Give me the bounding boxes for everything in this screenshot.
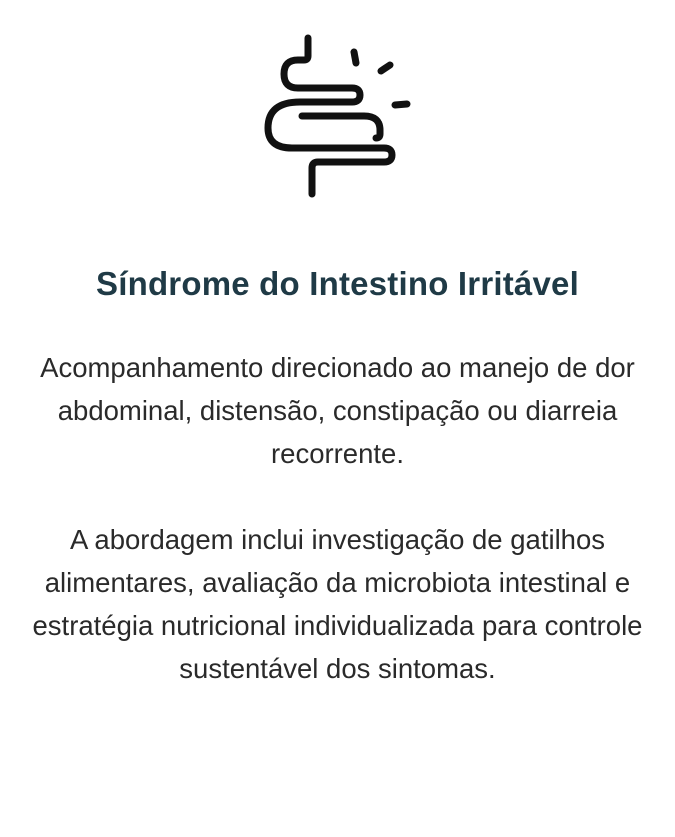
description-paragraph: Acompanhamento direcionado ao manejo de dor abdominal, distensão, constipação ou diarreia recorrente.	[40, 352, 635, 469]
description-paragraph: A abordagem inclui investigação de gatilhos alimentares, avaliação da microbiota intestinal e estratégia nutricional individualizada para controle sustentável dos sintomas.	[32, 524, 643, 684]
card-description	[28, 346, 647, 690]
intestine-icon	[260, 34, 420, 204]
card-title: Síndrome do Intestino Irritável	[96, 265, 579, 302]
